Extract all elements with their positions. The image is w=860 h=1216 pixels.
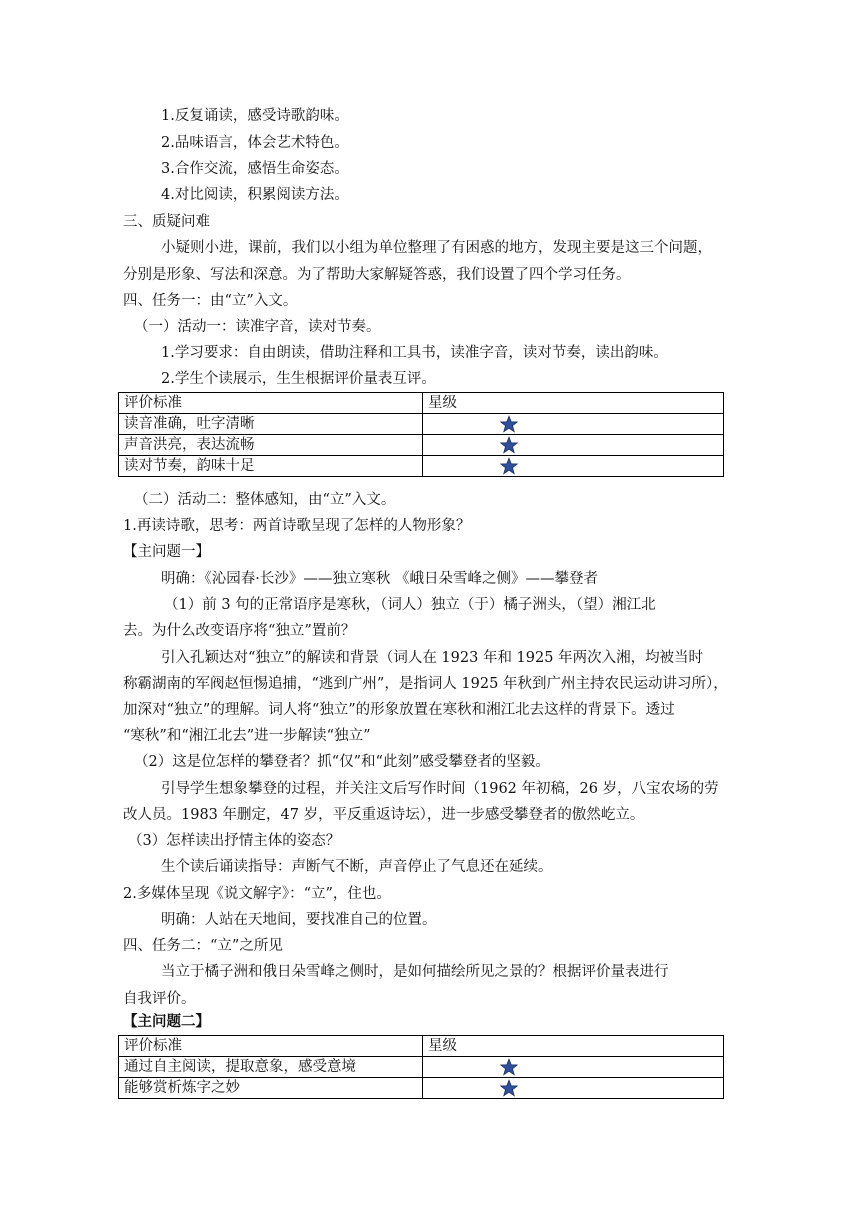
goal-2: 2.品味语言，体会艺术特色。 bbox=[161, 135, 349, 151]
star-cell bbox=[423, 435, 724, 456]
criterion-cell: 读音准确，吐字清晰 bbox=[119, 414, 423, 435]
clarify-2: 明确：人站在天地间，要找准自己的位置。 bbox=[161, 912, 437, 928]
star-icon bbox=[500, 457, 518, 475]
table-row bbox=[119, 1078, 724, 1099]
activity1-heading: （一）活动一：读准字音，读对节奏。 bbox=[134, 319, 381, 335]
rubric-table-2 bbox=[118, 1035, 724, 1099]
task2-heading: 四、任务二：“立”之所见 bbox=[123, 938, 283, 954]
criterion-cell: 声音洪亮，表达流畅 bbox=[119, 435, 423, 456]
goal-3: 3.合作交流，感悟生命姿态。 bbox=[161, 161, 349, 177]
star-cell bbox=[423, 1057, 724, 1078]
star-cell bbox=[423, 456, 724, 477]
criterion-cell: 能够赏析炼字之妙 bbox=[119, 1078, 423, 1099]
criterion-cell: 通过自主阅读，提取意象，感受意境 bbox=[119, 1057, 423, 1078]
guide-line2: 改人员。1983 年删定，47 岁，平反重返诗坛），进一步感受攀登者的傲然屹立。 bbox=[123, 807, 645, 823]
header-stars: 星级 bbox=[423, 393, 724, 414]
star-icon bbox=[500, 415, 518, 433]
section3-paragraph-line1: 小疑则小进，课前，我们以小组为单位整理了有困惑的地方，发现主要是这三个问题， bbox=[161, 240, 712, 256]
subquestion-2: （2）这是位怎样的攀登者？抓“仅”和“此刻”感受攀登者的坚毅。 bbox=[134, 754, 550, 770]
task1-heading: 四、任务一：由“立”入文。 bbox=[123, 293, 298, 309]
reading-guidance: 生个读后诵读指导：声断气不断，声音停止了气息还在延续。 bbox=[161, 859, 553, 875]
criterion-cell: 读对节奏，韵味十足 bbox=[119, 456, 423, 477]
table-header-row bbox=[119, 393, 724, 414]
star-cell bbox=[423, 1078, 724, 1099]
star-icon bbox=[500, 1058, 518, 1076]
intro-line1: 引入孔颖达对“独立”的解读和背景（词人在 1923 年和 1925 年两次入湘，均被当时 bbox=[161, 650, 704, 666]
learning-requirement: 1.学习要求：自由朗读，借助注释和工具书，读准字音，读对节奏，读出韵味。 bbox=[161, 345, 668, 361]
header-criterion: 评价标准 bbox=[119, 393, 423, 414]
star-icon bbox=[500, 436, 518, 454]
section3-paragraph-line2: 分别是形象、写法和深意。为了帮助大家解疑答惑，我们设置了四个学习任务。 bbox=[123, 267, 631, 283]
guide-line1: 引导学生想象攀登的过程，并关注文后写作时间（1962 年初稿，26 岁，八宝农场的劳 bbox=[161, 781, 719, 797]
intro-line2: 称霸湖南的军阀赵恒惕追捕，“逃到广州”，是指词人 1925 年秋到广州主持农民运动讲习所）， bbox=[123, 676, 728, 692]
goal-4: 4.对比阅读，积累阅读方法。 bbox=[161, 187, 349, 203]
student-reading-show: 2.学生个读展示，生生根据评价量表互评。 bbox=[161, 371, 436, 387]
rubric-table-1 bbox=[118, 392, 724, 477]
task2-paragraph-line2: 自我评价。 bbox=[123, 991, 196, 1007]
task2-paragraph-line1: 当立于橘子洲和俄日朵雪峰之侧时，是如何描绘所见之景的？根据评价量表进行 bbox=[161, 964, 669, 980]
star-icon bbox=[500, 1079, 518, 1097]
section3-heading: 三、质疑问难 bbox=[123, 214, 210, 230]
table-row bbox=[119, 414, 724, 435]
intro-line4: “寒秋”和“湘江北去”进一步解读“独立” bbox=[123, 728, 371, 744]
subquestion-3: （3）怎样读出抒情主体的姿态？ bbox=[128, 833, 341, 849]
intro-line3: 加深对“独立”的理解。词人将“独立”的形象放置在寒秋和湘江北去这样的背景下。透过 bbox=[123, 702, 675, 718]
table-header-row bbox=[119, 1036, 724, 1057]
table-row bbox=[119, 1057, 724, 1078]
table-row bbox=[119, 435, 724, 456]
question-2: 2.多媒体呈现《说文解字》：“立”，住也。 bbox=[123, 886, 391, 902]
header-criterion: 评价标准 bbox=[119, 1036, 423, 1057]
main-question-1-label: 【主问题一】 bbox=[123, 544, 210, 560]
header-stars: 星级 bbox=[423, 1036, 724, 1057]
subquestion-1-line1: （1）前 3 句的正常语序是寒秋，（词人）独立（于）橘子洲头，（望）湘江北 bbox=[164, 597, 656, 613]
activity2-heading: （二）活动二：整体感知，由“立”入文。 bbox=[134, 492, 396, 508]
main-question-2-label: 【主问题二】 bbox=[123, 1013, 210, 1030]
question-1: 1.再读诗歌，思考：两首诗歌呈现了怎样的人物形象？ bbox=[123, 518, 471, 534]
subquestion-1-line2: 去。为什么改变语序将“独立”置前？ bbox=[123, 623, 356, 639]
table-row bbox=[119, 456, 724, 477]
goal-1: 1.反复诵读，感受诗歌韵味。 bbox=[161, 108, 349, 124]
star-cell bbox=[423, 414, 724, 435]
clarify-1: 明确：《沁园春·长沙》——独立寒秋 《峨日朵雪峰之侧》——攀登者 bbox=[161, 571, 598, 587]
